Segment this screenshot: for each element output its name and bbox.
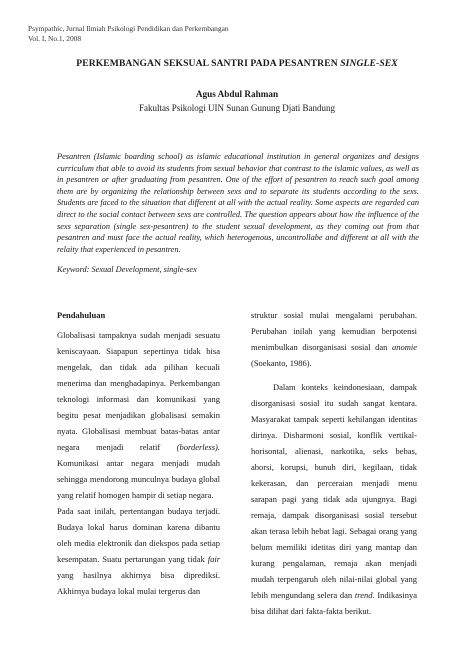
paragraph (57, 327, 220, 503)
emphasis-text: anomie (391, 342, 418, 352)
title-main: PERKEMBANGAN SEKSUAL SANTRI PADA PESANTREN (76, 58, 338, 69)
section-heading: Pendahuluan (57, 310, 106, 320)
paper-title (0, 58, 474, 69)
paragraph (251, 379, 417, 619)
emphasis-text: trend. (354, 590, 375, 600)
title-italic: SINGLE-SEX (340, 58, 398, 69)
author-affiliation: Fakultas Psikologi UIN Sunan Gunung Djati Bandung (139, 103, 335, 113)
paragraph-text: Komunikasi antar negara menjadi mudah sehingga mendorong munculnya budaya global yang relatif homogen hampir di setiap negara. (57, 458, 220, 500)
running-header (28, 24, 229, 44)
paragraph (251, 307, 417, 371)
body-column-right (251, 307, 417, 619)
journal-name: Psympathic, Jurnal Ilmiah Psikologi Pendidikan dan Perkembangan (28, 24, 229, 33)
body-column-left (57, 307, 220, 599)
abstract: Pesantren (Islamic boarding school) as islamic educational institution in general organizes and designs curriculum that able to avoid its students from sexual behavior that contrast to the islamic values, as well as in pesantren or after graduating from pesantren. One of the effort of pesantren to reach such goal among them are by organizing the relationship between sexs and to separate its students according to the sexs. Students are faced to the situation that different at all with the actual reality. Some aspects are regarded can direct to the social contact between sexs are controlled. The question appears about how the influence of the sexs separation (single sex-pesantren) to the student sexual development, as they coming out from that pesantren and must face the actual reality, which heterogenous, uncontrollabe and different at all with the relaity that experienced in pesantren. (57, 152, 419, 254)
paragraph-text: yang hasilnya akhirnya bisa diprediksi. Akhirnya budaya lokal mulai tergerus dan (57, 570, 220, 596)
emphasis-text: (borderless). (176, 442, 220, 452)
paragraph-text: Indikasinya bisa dilihat dari fakta-fakta berikut. (251, 590, 418, 616)
paragraph-text: (Soekanto, 1986). (251, 358, 312, 368)
emphasis-text: fair (207, 554, 220, 564)
author-name: Agus Abdul Rahman (195, 89, 279, 99)
paragraph-text: Globalisasi tampaknya sudah menjadi sesuatu keniscayaan. Siapapun sepertinya tidak bisa mengelak, dan tidak ada pilihan kecuali menerima dan menghadapinya. Perkembangan teknologi informasi dan komunikasi yang begitu pesat menjadikan globalisasi semakin nyata. Globalisasi membuat batas-batas antar negara menjadi relatif (57, 330, 220, 452)
keywords: Keyword: Sexual Development, single-sex (57, 265, 197, 274)
paragraph (57, 503, 220, 599)
paragraph-text: Dalam konteks keindonesiaan, dampak disorganisasi sosial itu sudah sangat kentara. Masyarakat tampak seperti kehilangan identitas dirinya. Disharmoni sosial, konflik vertikal-horisontal, alienasi, narkotika, seks bebas, aborsi, korupsi, bunuh diri, kegilaan, tidak kekerasan, dan perceraian menjadi menu sarapan pagi yang tidak ada ujungnya. Bagi remaja, dampak disorganisasi sosial tersebut akan terasa lebih hebat lagi. Sebagai orang yang belum memiliki idetitas diri yang mantap dan kurang pengalaman, remaja akan menjadi mudah terpengaruh oleh nilai-nilai global yang lebih mengundang selera dan (251, 382, 417, 600)
paragraph-text: struktur sosial mulai mengalami perubahan. Perubahan inilah yang kemudian berpotensi menimbulkan disorganisasi sosial dan (251, 310, 417, 352)
journal-volume: Vol. I, No.1, 2008 (28, 34, 82, 43)
paragraph-text: Pada saat inilah, pertentangan budaya terjadi. Budaya lokal harus dominan karena dibantu oleh media elektronik dan diekspos pada setiap kesempatan. Suatu pertarungan yang tidak (57, 506, 220, 564)
